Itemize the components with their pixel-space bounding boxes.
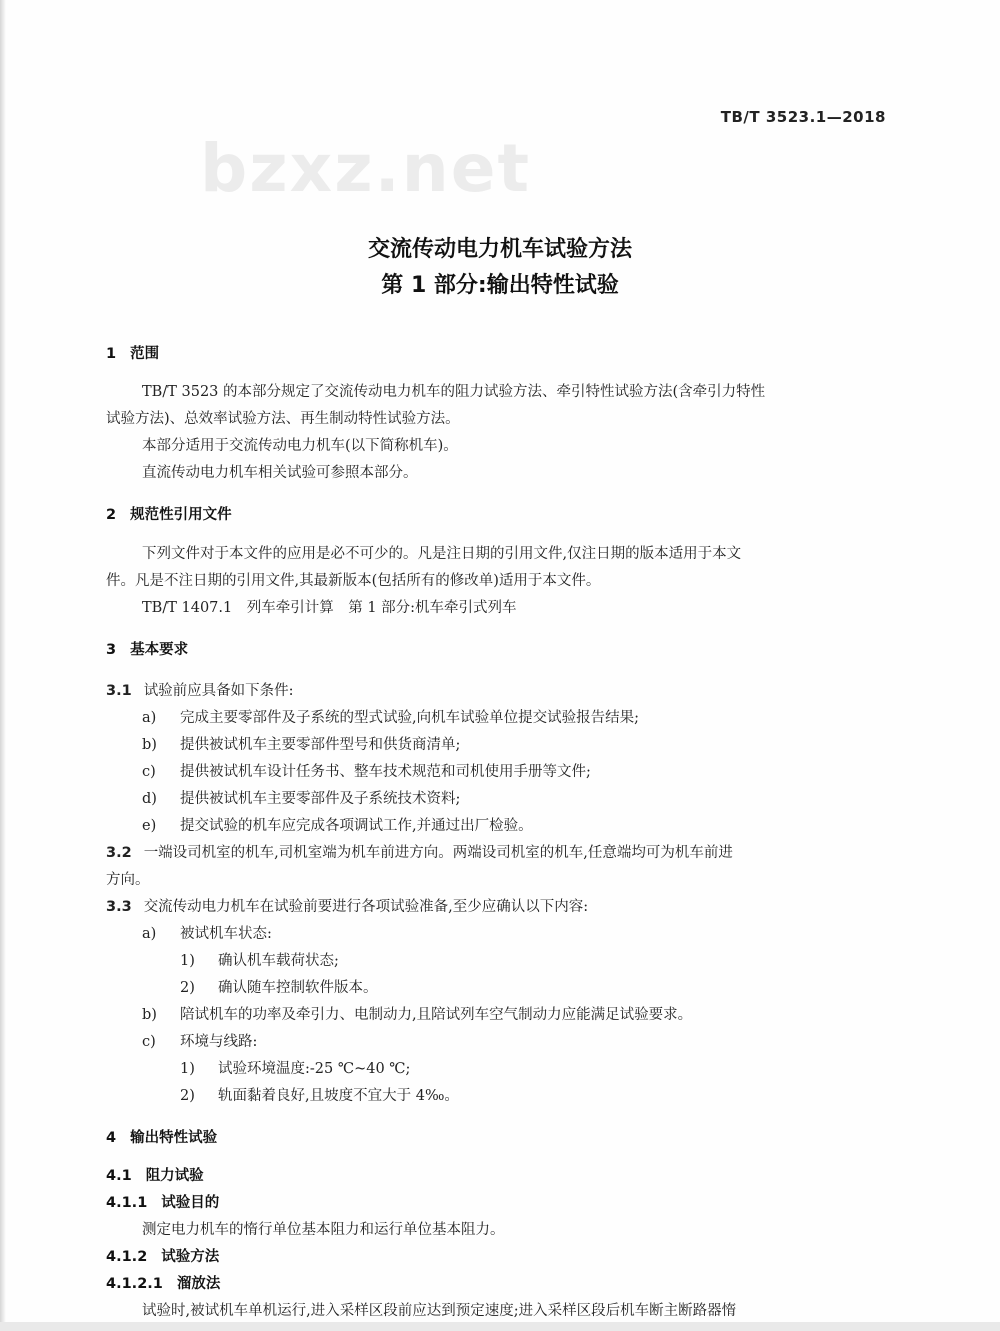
section-1-paragraph-cont: 试验方法)、总效率试验方法、再生制动特性试验方法。 — [106, 411, 460, 427]
document-subtitle: 第 1 部分:输出特性试验 — [381, 273, 619, 298]
clause-4-1-2-1-paragraph: 试验时,被试机车单机运行,进入采样区段前应达到预定速度;进入采样区段后机车断主断路器惰 — [142, 1303, 737, 1319]
document-title: 交流传动电力机车试验方法 — [367, 237, 632, 262]
section-2-heading: 2 规范性引用文件 — [106, 507, 232, 523]
list-item: c) 环境与线路: — [142, 1034, 258, 1050]
list-item: a) 完成主要零部件及子系统的型式试验,向机车试验单位提交试验报告结果; — [142, 710, 639, 726]
clause-4-1-1-heading: 4.1.1 试验目的 — [106, 1195, 220, 1211]
list-item: d) 提供被试机车主要零部件及子系统技术资料; — [142, 791, 461, 807]
page-bottom-edge — [0, 1322, 1000, 1331]
section-1-heading: 1 范围 — [106, 346, 160, 362]
list-item: e) 提交试验的机车应完成各项调试工作,并通过出厂检验。 — [142, 818, 533, 834]
section-1-paragraph: 本部分适用于交流传动电力机车(以下简称机车)。 — [142, 438, 458, 454]
sub-list-item: 2) 轨面黏着良好,且坡度不宜大于 4‰。 — [180, 1088, 459, 1104]
section-2-paragraph: 下列文件对于本文件的应用是必不可少的。凡是注日期的引用文件,仅注日期的版本适用于本文 — [142, 546, 742, 562]
section-2-paragraph-cont: 件。凡是不注日期的引用文件,其最新版本(包括所有的修改单)适用于本文件。 — [106, 573, 601, 589]
clause-3-1: 3.1 试验前应具备如下条件: — [106, 683, 294, 699]
list-item: b) 陪试机车的功率及牵引力、电制动力,且陪试列车空气制动力应能满足试验要求。 — [142, 1007, 693, 1023]
section-1-paragraph: TB/T 3523 的本部分规定了交流传动电力机车的阻力试验方法、牵引特性试验方法(含牵引力特性 — [142, 384, 766, 400]
clause-3-2: 3.2 一端设司机室的机车,司机室端为机车前进方向。两端设司机室的机车,任意端均可为机车前进 — [106, 845, 733, 861]
clause-4-1-1-paragraph: 测定电力机车的惰行单位基本阻力和运行单位基本阻力。 — [142, 1222, 505, 1238]
standard-code: TB/T 3523.1—2018 — [720, 108, 886, 126]
sub-list-item: 1) 试验环境温度:-25 ℃~40 ℃; — [180, 1061, 411, 1077]
list-item: c) 提供被试机车设计任务书、整车技术规范和司机使用手册等文件; — [142, 764, 591, 780]
section-3-heading: 3 基本要求 — [106, 642, 189, 658]
clause-3-2-cont: 方向。 — [106, 872, 150, 888]
clause-3-3: 3.3 交流传动电力机车在试验前要进行各项试验准备,至少应确认以下内容: — [106, 899, 589, 915]
section-4-heading: 4 输出特性试验 — [106, 1130, 218, 1146]
clause-4-1-2-heading: 4.1.2 试验方法 — [106, 1249, 220, 1265]
clause-4-1-heading: 4.1 阻力试验 — [106, 1168, 204, 1184]
list-item: a) 被试机车状态: — [142, 926, 272, 942]
section-1-paragraph: 直流传动电力机车相关试验可参照本部分。 — [142, 465, 418, 481]
list-item: b) 提供被试机车主要零部件型号和供货商清单; — [142, 737, 461, 753]
clause-4-1-2-1-heading: 4.1.2.1 溜放法 — [106, 1276, 221, 1292]
normative-reference: TB/T 1407.1 列车牵引计算 第 1 部分:机车牵引式列车 — [142, 600, 517, 616]
sub-list-item: 2) 确认随车控制软件版本。 — [180, 980, 378, 996]
watermark: bzxz.net — [200, 130, 532, 207]
sub-list-item: 1) 确认机车载荷状态; — [180, 953, 339, 969]
page-edge-shadow — [0, 0, 6, 1331]
